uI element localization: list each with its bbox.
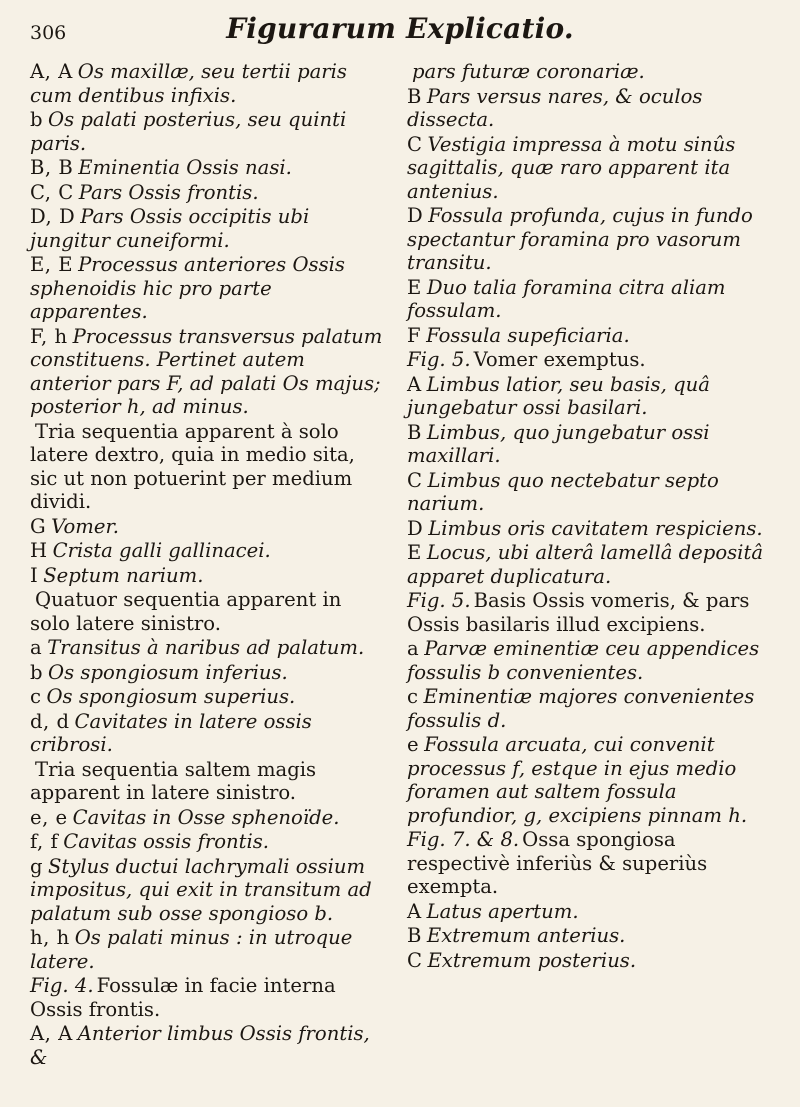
entry-label: b [30, 660, 44, 684]
entry-label: G [30, 514, 47, 538]
page-number: 306 [30, 22, 67, 44]
entry-label: B [407, 420, 422, 444]
entry-text: Cavitas in Osse sphenoïde. [72, 805, 340, 829]
entry-text: Basis Ossis vomeris, & pars Ossis basilaris illud excipiens. [407, 589, 750, 636]
entry-label: g [30, 854, 44, 878]
legend-entry [407, 348, 775, 372]
legend-entry [407, 685, 775, 732]
left-column [30, 60, 387, 1070]
entry-label: F [407, 323, 422, 347]
entry-text: Limbus oris cavitatem respiciens. [428, 516, 763, 540]
legend-entry [407, 828, 775, 899]
entry-text: Limbus, quo jungebatur ossi maxillari. [407, 420, 710, 467]
entry-text: Vestigia impressa à motu sinûs sagittalis, quæ raro apparent ita antenius. [407, 132, 736, 203]
legend-entry [30, 420, 387, 514]
entry-label: e, e [30, 805, 68, 829]
entry-label: c [30, 685, 42, 708]
entry-label: b [30, 108, 44, 131]
entry-label: C [407, 948, 423, 972]
legend-entry [30, 830, 387, 854]
entry-text: Limbus latior, seu basis, quâ jungebatur ossi basilari. [407, 372, 710, 419]
entry-text: Septum narium. [43, 563, 204, 587]
entry-label: I [30, 563, 39, 587]
legend-entry [30, 539, 387, 563]
entry-label: A, A [30, 60, 73, 83]
entry-label: c [407, 685, 419, 708]
legend-entry [30, 926, 387, 973]
entry-text: Fossula supeficiaria. [426, 323, 630, 347]
entry-text: Quatuor sequentia apparent in solo latere sinistro. [30, 588, 342, 635]
entry-text: Vomer. [51, 514, 119, 538]
legend-entry [30, 205, 387, 252]
legend-entry [30, 108, 387, 155]
legend-entry [407, 276, 775, 323]
legend-entry [407, 517, 775, 541]
legend-entry [30, 758, 387, 805]
legend-entry [407, 85, 775, 132]
entry-text: Os maxillæ, seu tertii paris cum dentibus infixis. [30, 60, 347, 107]
entry-label: Fig. 5. [407, 589, 471, 612]
entry-text: Latus apertum. [426, 899, 579, 923]
entry-label: D [407, 516, 424, 540]
entry-text: Extremum posterius. [427, 948, 637, 972]
entry-label: B [407, 924, 422, 947]
entry-text: Limbus quo nectebatur septo narium. [407, 468, 719, 515]
entry-text: Os palati minus : in utroque latere. [30, 926, 353, 973]
entry-label: C [407, 468, 423, 492]
entry-label: Fig. 7. & 8. [407, 828, 520, 851]
entry-text: Eminentia Ossis nasi. [78, 156, 292, 179]
entry-text: Transitus à naribus ad palatum. [47, 636, 365, 659]
entry-label: B [407, 84, 422, 108]
entry-label: e [407, 733, 420, 756]
legend-entry [407, 324, 775, 348]
legend-entry [30, 253, 387, 324]
entry-text: Tria sequentia apparent à solo latere dextro, quia in medio sita, sic ut non potuerint per medium dividi. [30, 419, 355, 513]
entry-label: A, A [30, 1022, 73, 1045]
entry-label: H [30, 539, 48, 562]
legend-entry [407, 900, 775, 924]
legend-entry [30, 685, 387, 709]
legend-entry [407, 733, 775, 827]
legend-entry [30, 855, 387, 926]
entry-label: C [407, 132, 423, 156]
legend-entry [407, 204, 775, 275]
entry-label: A [407, 372, 422, 396]
entry-text: Tria sequentia saltem magis apparent in latere sinistro. [30, 757, 317, 804]
entry-text: Os spongiosum superius. [46, 685, 296, 708]
legend-entry [407, 133, 775, 204]
legend-entry [30, 60, 387, 107]
entry-label: D [407, 204, 424, 227]
entry-text: Eminentiæ majores convenientes fossulis d. [407, 685, 755, 732]
entry-text: Cavitates in latere ossis cribrosi. [30, 709, 312, 756]
running-title: Figurarum Explicatio. [226, 12, 574, 45]
entry-text: Fossulæ in facie interna Ossis frontis. [30, 974, 336, 1021]
legend-entry [30, 588, 387, 635]
entry-label: E, E [30, 253, 74, 276]
legend-entry [30, 515, 387, 539]
entry-text: Vomer exemptus. [473, 348, 646, 371]
legend-entry [407, 949, 775, 973]
legend-entry [407, 637, 775, 684]
entry-text: Os palati posterius, seu quinti paris. [30, 108, 347, 155]
entry-label: a [30, 636, 43, 659]
legend-entry [30, 564, 387, 588]
entry-label: a [407, 637, 420, 660]
legend-entry [30, 974, 387, 1021]
entry-label: d, d [30, 709, 70, 733]
legend-entry [407, 373, 775, 420]
entry-text: Anterior limbus Ossis frontis, & [30, 1022, 370, 1069]
legend-entry [407, 421, 775, 468]
legend-entry [407, 469, 775, 516]
entry-text: Fossula profunda, cujus in fundo spectantur foramina pro vasorum transitu. [407, 204, 753, 274]
legend-entry [30, 710, 387, 757]
entry-text: Crista galli gallinacei. [52, 539, 271, 562]
entry-text: Pars Ossis frontis. [78, 180, 259, 204]
legend-entry [30, 661, 387, 685]
legend-entry [407, 924, 775, 948]
entry-label: E [407, 275, 422, 299]
entry-text: Os spongiosum inferius. [48, 660, 288, 684]
entry-text: Extremum anterius. [426, 924, 626, 947]
entry-label: Fig. 4. [30, 974, 94, 997]
legend-entry [407, 60, 775, 84]
legend-entry [30, 1022, 387, 1069]
entry-label: D, D [30, 205, 76, 228]
entry-label: h, h [30, 926, 70, 949]
entry-text: Ossa spongiosa respectivè inferiùs & superiùs exempta. [407, 828, 708, 898]
legend-entry [30, 325, 387, 419]
entry-label: C, C [30, 180, 74, 204]
legend-entry [30, 181, 387, 205]
legend-entry [30, 156, 387, 180]
page-header [30, 10, 770, 54]
entry-text: Pars versus nares, & oculos dissecta. [407, 84, 703, 131]
entry-text: Pars Ossis occipitis ubi jungitur cuneiformi. [30, 205, 310, 252]
entry-label: F, h [30, 324, 68, 348]
entry-text: Stylus ductui lachrymali ossium impositus, qui exit in transitum ad palatum sub osse spongioso b. [30, 854, 372, 925]
legend-entry [30, 636, 387, 660]
entry-text: Cavitas ossis frontis. [63, 830, 270, 853]
legend-entry [407, 541, 775, 588]
entry-label: Fig. 5. [407, 348, 471, 371]
legend-entry [407, 589, 775, 636]
entry-text: Duo talia foramina citra aliam fossulam. [407, 275, 726, 322]
entry-text: Locus, ubi alterâ lamellâ depositâ apparet duplicatura. [407, 541, 763, 588]
entry-label: B, B [30, 156, 74, 179]
entry-label: E [407, 541, 422, 564]
entry-text: Processus anteriores Ossis sphenoidis hic pro parte apparentes. [30, 253, 345, 323]
entry-text: pars futuræ coronariæ. [412, 60, 645, 83]
legend-entry [30, 806, 387, 830]
entry-text: Processus transversus palatum constituens. Pertinet autem anterior pars F, ad palati Os majus; posterior h, ad minus. [30, 324, 383, 418]
entry-label: f, f [30, 830, 59, 853]
entry-label: A [407, 899, 422, 923]
entry-text: Fossula arcuata, cui convenit processus f, estque in ejus medio foramen aut saltem fossula profundior, g, excipiens pinnam h. [407, 733, 748, 827]
entry-text: Parvæ eminentiæ ceu appendices fossulis b convenientes. [407, 637, 760, 684]
right-column [407, 60, 775, 973]
